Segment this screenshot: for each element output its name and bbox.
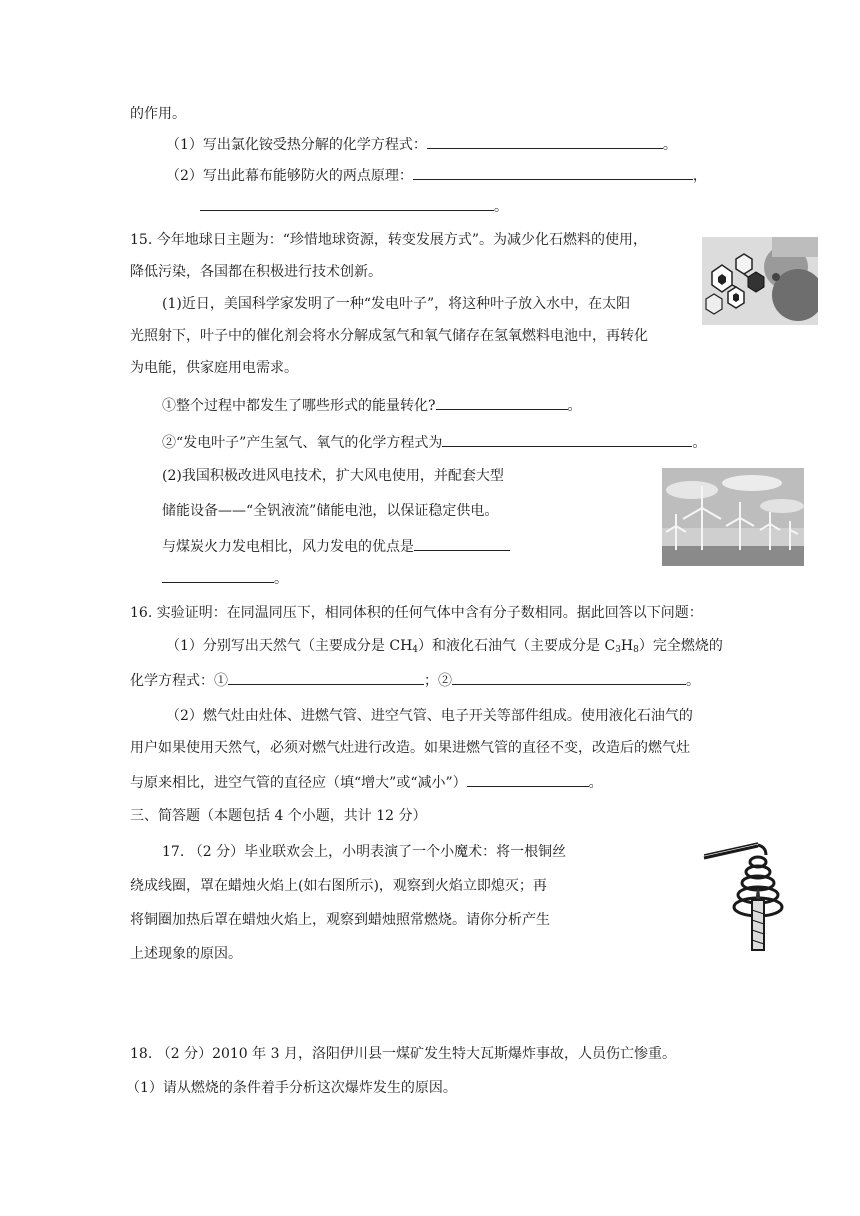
subscript: 3 (615, 645, 621, 655)
answer-blank[interactable] (467, 772, 589, 787)
q15-part1-line1: (1)近日，美国科学家发明了一种“发电叶子”，将这种叶子放入水中，在太阳 (162, 296, 631, 312)
q15-sub-b-end: 。 (692, 435, 707, 451)
answer-blank[interactable] (200, 196, 494, 211)
q16-intro: 16. 实验证明：在同温同压下，相同体积的任何气体中含有分子数相同。据此回答以下问题： (130, 605, 703, 621)
q16-part1-text-d: ）完全燃烧的 (638, 638, 723, 654)
q15-part2-line4 (162, 568, 288, 589)
q14-part2-text: （2）写出此幕布能够防火的两点原理： (166, 168, 413, 184)
q18-line1: 18. （2 分）2010 年 3 月，洛阳伊川县一煤矿发生特大瓦斯爆炸事故，人员伤亡惨重。 (130, 1046, 676, 1062)
answer-blank[interactable] (228, 670, 424, 685)
q16-part2-line3 (130, 772, 603, 793)
q14-part2-line2 (200, 196, 508, 217)
q15-sub-b (162, 432, 706, 453)
q15-sub-a (162, 395, 582, 416)
q15-sub-a-text: ①整个过程中都发生了哪些形式的能量转化? (162, 398, 436, 414)
q16-part1-line2-text: 化学方程式：① (130, 673, 228, 689)
q15-intro-line2: 降低污染，各国都在积极进行技术创新。 (130, 264, 382, 280)
answer-blank[interactable] (452, 670, 686, 685)
q16-part1-text-a: （1）分别写出天然气（主要成分是 CH (166, 638, 413, 654)
q16-part1-line1 (166, 636, 723, 660)
answer-blank[interactable] (442, 432, 692, 447)
q17-line4: 上述现象的原因。 (130, 946, 242, 962)
copper-coil-illustration (702, 840, 788, 952)
q15-part2-line3-text: 与煤炭火力发电相比，风力发电的优点是 (162, 539, 414, 555)
q15-part2-end: 。 (274, 571, 288, 587)
q16-part2-line1: （2）燃气灶由灶体、进燃气管、进空气管、电子开关等部件组成。使用液化石油气的 (166, 708, 693, 724)
q17-line3: 将铜圈加热后罩在蜡烛火焰上，观察到蜡烛照常燃烧。请你分析产生 (130, 912, 550, 928)
answer-blank[interactable] (427, 134, 663, 149)
q16-part1-line2-end: 。 (686, 673, 700, 689)
q15-part2-line2: 储能设备——“全钒液流”储能电池，以保证稳定供电。 (162, 503, 499, 519)
q16-part1-text-b: ）和液化石油气（主要成分是 C (418, 638, 616, 654)
answer-blank[interactable] (414, 536, 510, 551)
wind-turbines-image (662, 468, 804, 566)
q16-part2-line2: 用户如果使用天然气，必须对燃气灶进行改造。如果进燃气管的直径不变，改造后的燃气灶 (130, 740, 690, 756)
q15-sub-a-end: 。 (567, 398, 582, 414)
q16-part2-line3-text: 与原来相比，进空气管的直径应（填“增大”或“减小”） (130, 775, 467, 791)
q14-part2 (166, 165, 707, 186)
q16-part1-line2-mid: ；② (424, 673, 452, 689)
q15-part1-line3: 为电能，供家庭用电需求。 (130, 360, 298, 376)
q17-line1: 17. （2 分）毕业联欢会上，小明表演了一个小魔术：将一根铜丝 (162, 844, 567, 860)
q18-line2: （1）请从燃烧的条件着手分析这次爆炸发生的原因。 (126, 1080, 457, 1096)
section-3-heading: 三、简答题（本题包括 4 个小题，共计 12 分） (130, 808, 427, 824)
answer-blank[interactable] (162, 568, 274, 583)
subscript: 4 (412, 645, 419, 655)
q15-part2-line1: (2)我国积极改进风电技术，扩大风电使用，并配套大型 (162, 468, 504, 484)
q14-continued-text: 的作用。 (130, 106, 186, 122)
q15-part1-line2: 光照射下，叶子中的催化剂会将水分解成氢气和氧气储存在氢氧燃料电池中，再转化 (130, 328, 648, 344)
leaf-illustration-image (702, 237, 818, 325)
q14-part2-end: 。 (494, 199, 508, 215)
q15-intro-line1: 15. 今年地球日主题为：“珍惜地球资源，转变发展方式”。为减少化石燃料的使用， (130, 232, 648, 248)
q16-part2-end: 。 (588, 775, 603, 791)
q14-part2-comma: ， (692, 168, 707, 184)
q16-part1-text-c: H (620, 638, 634, 654)
answer-blank[interactable] (436, 395, 568, 410)
q15-sub-b-text: ②“发电叶子”产生氢气、氧气的化学方程式为 (162, 435, 443, 451)
q17-line2: 绕成线圈，罩在蜡烛火焰上(如右图所示)，观察到火焰立即熄灭；再 (130, 878, 547, 894)
subscript: 8 (633, 645, 639, 655)
q16-part1-line2 (130, 670, 700, 691)
q14-part1-end: 。 (662, 137, 677, 153)
q14-part1 (166, 134, 677, 155)
q15-part2-line3 (162, 536, 510, 557)
answer-blank[interactable] (413, 165, 693, 180)
q14-part1-text: （1）写出氯化铵受热分解的化学方程式： (166, 137, 427, 153)
